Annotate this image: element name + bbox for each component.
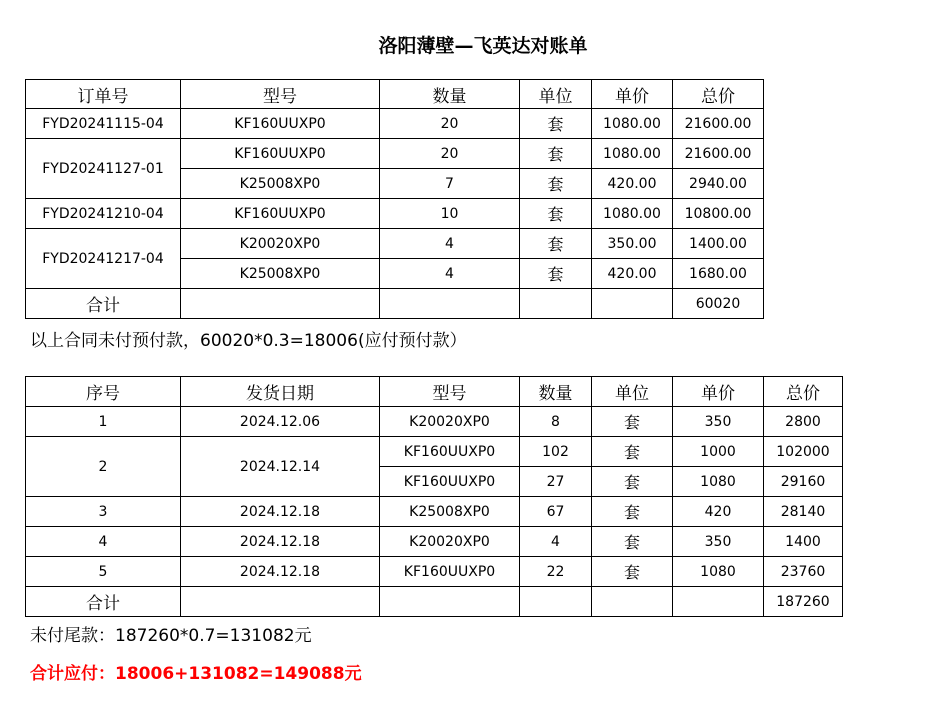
- header-model: 型号: [380, 377, 520, 407]
- header-ship-date: 发货日期: [181, 377, 380, 407]
- prepayment-note: 以上合同未付预付款，60020*0.3=18006(应付预付款）: [30, 331, 467, 351]
- price-cell: 1080.00: [592, 139, 673, 169]
- total-cell: 2800: [764, 407, 843, 437]
- total-cell: 1400: [764, 527, 843, 557]
- qty-cell: 102: [520, 437, 592, 467]
- unit-cell: 套: [592, 527, 673, 557]
- unit-cell: 套: [520, 169, 592, 199]
- table-header-row: [26, 80, 764, 109]
- empty-cell: [181, 587, 380, 617]
- sum-row: [26, 587, 843, 617]
- header-qty: 数量: [380, 80, 520, 109]
- total-cell: 10800.00: [673, 199, 764, 229]
- empty-cell: [181, 289, 380, 319]
- order-table: [25, 79, 764, 319]
- qty-cell: 10: [380, 199, 520, 229]
- header-seq: 序号: [26, 377, 181, 407]
- model-cell: KF160UUXP0: [380, 557, 520, 587]
- table-row: [26, 407, 843, 437]
- sum-total: 187260: [764, 587, 843, 617]
- price-cell: 350.00: [592, 229, 673, 259]
- table-row: [26, 557, 843, 587]
- empty-cell: [592, 587, 673, 617]
- unit-cell: 套: [592, 437, 673, 467]
- total-cell: 2940.00: [673, 169, 764, 199]
- seq-cell: 1: [26, 407, 181, 437]
- model-cell: KF160UUXP0: [380, 467, 520, 497]
- qty-cell: 20: [380, 139, 520, 169]
- header-order-no: 订单号: [26, 80, 181, 109]
- price-cell: 1080: [673, 557, 764, 587]
- date-cell: 2024.12.14: [181, 437, 380, 497]
- table-row: [26, 437, 843, 467]
- price-cell: 350: [673, 527, 764, 557]
- model-cell: KF160UUXP0: [181, 139, 380, 169]
- model-cell: K25008XP0: [181, 169, 380, 199]
- date-cell: 2024.12.18: [181, 527, 380, 557]
- sum-row: [26, 289, 764, 319]
- total-cell: 23760: [764, 557, 843, 587]
- table-row: [26, 497, 843, 527]
- total-cell: 1400.00: [673, 229, 764, 259]
- shipment-table: [25, 376, 843, 617]
- unit-cell: 套: [592, 557, 673, 587]
- model-cell: K25008XP0: [181, 259, 380, 289]
- seq-cell: 2: [26, 437, 181, 497]
- price-cell: 1080.00: [592, 109, 673, 139]
- order-no-cell: FYD20241115-04: [26, 109, 181, 139]
- date-cell: 2024.12.18: [181, 497, 380, 527]
- unit-cell: 套: [592, 407, 673, 437]
- total-payable-note: 合计应付：18006+131082=149088元: [30, 664, 362, 684]
- table-row: [26, 527, 843, 557]
- price-cell: 420: [673, 497, 764, 527]
- model-cell: KF160UUXP0: [181, 199, 380, 229]
- price-cell: 350: [673, 407, 764, 437]
- empty-cell: [380, 587, 520, 617]
- model-cell: K20020XP0: [181, 229, 380, 259]
- model-cell: K20020XP0: [380, 407, 520, 437]
- balance-note: 未付尾款：187260*0.7=131082元: [30, 626, 312, 646]
- order-no-cell: FYD20241210-04: [26, 199, 181, 229]
- qty-cell: 67: [520, 497, 592, 527]
- seq-cell: 5: [26, 557, 181, 587]
- sum-label: 合计: [26, 587, 181, 617]
- date-cell: 2024.12.18: [181, 557, 380, 587]
- price-cell: 1000: [673, 437, 764, 467]
- sum-total: 60020: [673, 289, 764, 319]
- sum-label: 合计: [26, 289, 181, 319]
- order-no-cell: FYD20241127-01: [26, 139, 181, 199]
- header-unit: 单位: [520, 80, 592, 109]
- header-price: 单价: [592, 80, 673, 109]
- qty-cell: 8: [520, 407, 592, 437]
- model-cell: K25008XP0: [380, 497, 520, 527]
- total-cell: 102000: [764, 437, 843, 467]
- empty-cell: [520, 289, 592, 319]
- price-cell: 1080.00: [592, 199, 673, 229]
- unit-cell: 套: [520, 259, 592, 289]
- price-cell: 420.00: [592, 259, 673, 289]
- qty-cell: 4: [380, 229, 520, 259]
- model-cell: KF160UUXP0: [380, 437, 520, 467]
- price-cell: 1080: [673, 467, 764, 497]
- total-cell: 29160: [764, 467, 843, 497]
- total-cell: 1680.00: [673, 259, 764, 289]
- qty-cell: 27: [520, 467, 592, 497]
- header-qty: 数量: [520, 377, 592, 407]
- empty-cell: [520, 587, 592, 617]
- model-cell: KF160UUXP0: [181, 109, 380, 139]
- price-cell: 420.00: [592, 169, 673, 199]
- header-unit: 单位: [592, 377, 673, 407]
- header-total: 总价: [673, 80, 764, 109]
- unit-cell: 套: [520, 139, 592, 169]
- date-cell: 2024.12.06: [181, 407, 380, 437]
- empty-cell: [380, 289, 520, 319]
- header-price: 单价: [673, 377, 764, 407]
- header-model: 型号: [181, 80, 380, 109]
- total-cell: 21600.00: [673, 109, 764, 139]
- header-total: 总价: [764, 377, 843, 407]
- table-row: [26, 199, 764, 229]
- document-title: 洛阳薄壁—飞英达对账单: [378, 35, 588, 57]
- qty-cell: 22: [520, 557, 592, 587]
- seq-cell: 4: [26, 527, 181, 557]
- table-row: [26, 109, 764, 139]
- qty-cell: 4: [520, 527, 592, 557]
- table-row: [26, 139, 764, 169]
- unit-cell: 套: [520, 199, 592, 229]
- total-cell: 21600.00: [673, 139, 764, 169]
- unit-cell: 套: [592, 497, 673, 527]
- unit-cell: 套: [592, 467, 673, 497]
- table-header-row: [26, 377, 843, 407]
- total-cell: 28140: [764, 497, 843, 527]
- qty-cell: 4: [380, 259, 520, 289]
- unit-cell: 套: [520, 109, 592, 139]
- order-no-cell: FYD20241217-04: [26, 229, 181, 289]
- table-row: [26, 229, 764, 259]
- qty-cell: 7: [380, 169, 520, 199]
- qty-cell: 20: [380, 109, 520, 139]
- empty-cell: [592, 289, 673, 319]
- seq-cell: 3: [26, 497, 181, 527]
- empty-cell: [673, 587, 764, 617]
- unit-cell: 套: [520, 229, 592, 259]
- model-cell: K20020XP0: [380, 527, 520, 557]
